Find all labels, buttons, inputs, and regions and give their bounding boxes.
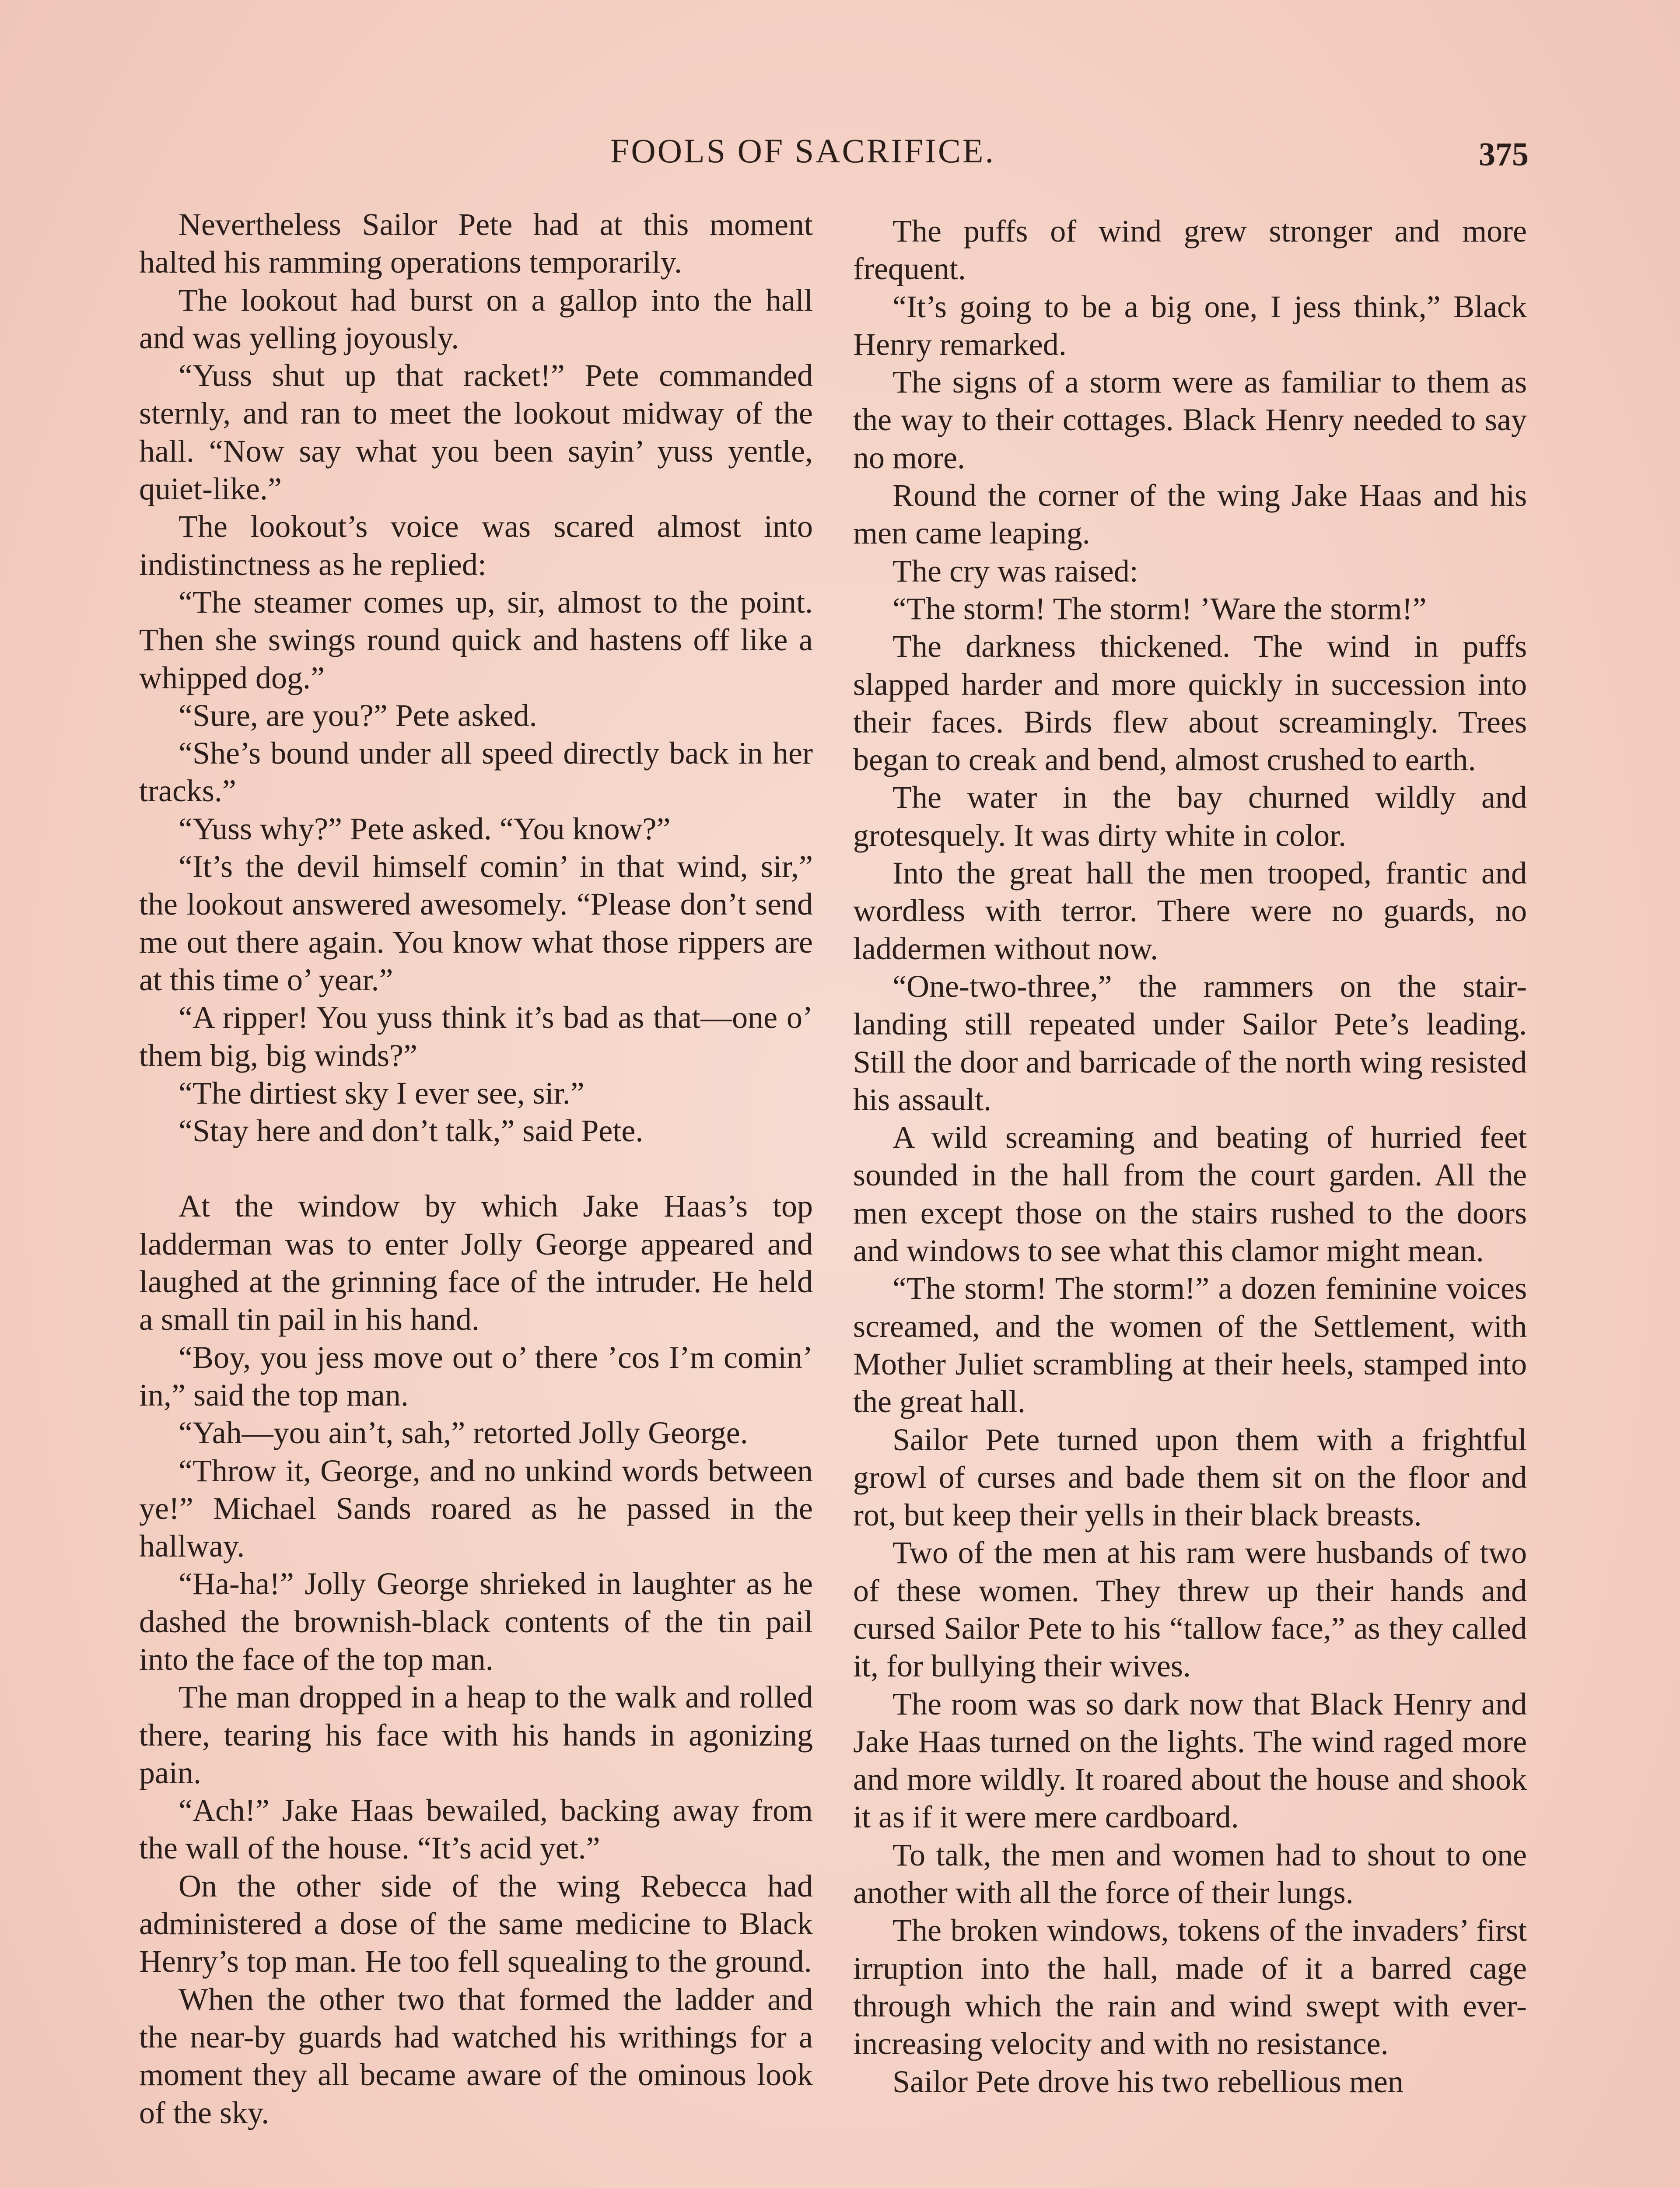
paragraph: The cry was raised: xyxy=(892,553,1138,589)
paragraph: “Ha-ha!” Jolly George shrieked in laughter as he dashed the brownish-black contents of the tin pail into the face of the top man. xyxy=(139,1566,813,1677)
text-column-right xyxy=(853,212,1527,2100)
paragraph: “A ripper! You yuss think it’s bad as that—one o’ them big, big winds?” xyxy=(139,1000,813,1073)
paragraph: Nevertheless Sailor Pete had at this moment halted his ramming operations temporarily. xyxy=(139,207,813,280)
paragraph: “It’s the devil himself comin’ in that wind, sir,” the lookout answered awesomely. “Please don’t send me out there again. You know what those rippers are at this time o’ year.” xyxy=(139,849,813,997)
paragraph: “The steamer comes up, sir, almost to the point. Then she swings round quick and hastens off like a whipped dog.” xyxy=(139,584,813,695)
paragraph: “She’s bound under all speed directly back in her tracks.” xyxy=(139,736,813,809)
paragraph: “Yuss why?” Pete asked. “You know?” xyxy=(178,811,671,846)
paragraph: At the window by which Jake Haas’s top ladderman was to enter Jolly George appeared and laughed at the grinning face of the intruder. He held a small tin pail in his hand. xyxy=(139,1189,813,1337)
paragraph: When the other two that formed the ladder and the near-by guards had watched his writhings for a moment they all became aware of the ominous look of the sky. xyxy=(139,1981,813,2130)
paragraph: “Ach!” Jake Haas bewailed, backing away from the wall of the house. “It’s acid yet.” xyxy=(139,1793,813,1866)
paragraph: “The dirtiest sky I ever see, sir.” xyxy=(178,1075,584,1111)
paragraph: On the other side of the wing Rebecca had administered a dose of the same medicine to Black Henry’s top man. He too fell squealing to the ground. xyxy=(139,1868,813,1979)
running-head-title: FOOLS OF SACRIFICE. xyxy=(610,132,996,170)
paragraph: Sailor Pete turned upon them with a frightful growl of curses and bade them sit on the floor and rot, but keep their yells in their black breasts. xyxy=(853,1422,1527,1533)
paragraph: “The storm! The storm! ’Ware the storm!” xyxy=(892,591,1427,626)
paragraph: “Boy, you jess move out o’ there ’cos I’m comin’ in,” said the top man. xyxy=(139,1339,813,1413)
paragraph: The signs of a storm were as familiar to them as the way to their cottages. Black Henry needed to say no more. xyxy=(853,365,1527,475)
paragraph: The man dropped in a heap to the walk and rolled there, tearing his face with his hands in agonizing pain. xyxy=(139,1680,813,1790)
paragraph: “Stay here and don’t talk,” said Pete. xyxy=(178,1113,644,1149)
paragraph: The lookout’s voice was scared almost into indistinctness as he replied: xyxy=(139,509,813,582)
paragraph: Round the corner of the wing Jake Haas and his men came leaping. xyxy=(853,478,1527,551)
paragraph: A wild screaming and beating of hurried feet sounded in the hall from the court garden. All the men except those on the stairs rushed to the doors and windows to see what this clamor might mean. xyxy=(853,1120,1527,1269)
paragraph: “The storm! The storm!” a dozen feminine voices screamed, and the women of the Settlement, with Mother Juliet scrambling at their heels, stamped into the great hall. xyxy=(853,1271,1527,1420)
paragraph: The room was so dark now that Black Henry and Jake Haas turned on the lights. The wind raged more and more wildly. It roared about the house and shook it as if it were mere cardboard. xyxy=(853,1686,1527,1835)
paragraph: The water in the bay churned wildly and grotesquely. It was dirty white in color. xyxy=(853,780,1527,853)
paragraph: “Yuss shut up that racket!” Pete commanded sternly, and ran to meet the lookout midway of the hall. “Now say what you been sayin’ yuss yentle, quiet-like.” xyxy=(139,358,813,507)
paragraph: “Sure, are you?” Pete asked. xyxy=(178,698,537,733)
paragraph: The puffs of wind grew stronger and more frequent. xyxy=(853,214,1527,287)
paragraph: “Yah—you ain’t, sah,” retorted Jolly George. xyxy=(178,1415,748,1451)
paragraph: “Throw it, George, and no unkind words between ye!” Michael Sands roared as he passed in the hallway. xyxy=(139,1453,813,1564)
page-number: 375 xyxy=(1479,136,1529,173)
paragraph: The lookout had burst on a gallop into the hall and was yelling joyously. xyxy=(139,282,813,355)
paragraph: Sailor Pete drove his two rebellious men xyxy=(892,2064,1404,2099)
paragraph: Two of the men at his ram were husbands of two of these women. They threw up their hands and cursed Sailor Pete to his “tallow face,” as they called it, for bullying their wives. xyxy=(853,1535,1527,1684)
paragraph: “One-two-three,” the rammers on the stair-landing still repeated under Sailor Pete’s leading. Still the door and barricade of the north wing resisted his assault. xyxy=(853,968,1527,1117)
paragraph: The broken windows, tokens of the invaders’ first irruption into the hall, made of it a barred cage through which the rain and wind swept with ever-increasing velocity and with no resistance. xyxy=(853,1913,1527,2062)
paragraph: Into the great hall the men trooped, frantic and wordless with terror. There were no guards, no laddermen without now. xyxy=(853,856,1527,966)
paragraph: “It’s going to be a big one, I jess think,” Black Henry remarked. xyxy=(853,289,1527,362)
paragraph: The darkness thickened. The wind in puffs slapped harder and more quickly in succession into their faces. Birds flew about screamingly. Trees began to creak and bend, almost crushed to earth. xyxy=(853,629,1527,778)
paragraph: To talk, the men and women had to shout to one another with all the force of their lungs. xyxy=(853,1837,1527,1911)
text-column-left xyxy=(139,206,813,2132)
